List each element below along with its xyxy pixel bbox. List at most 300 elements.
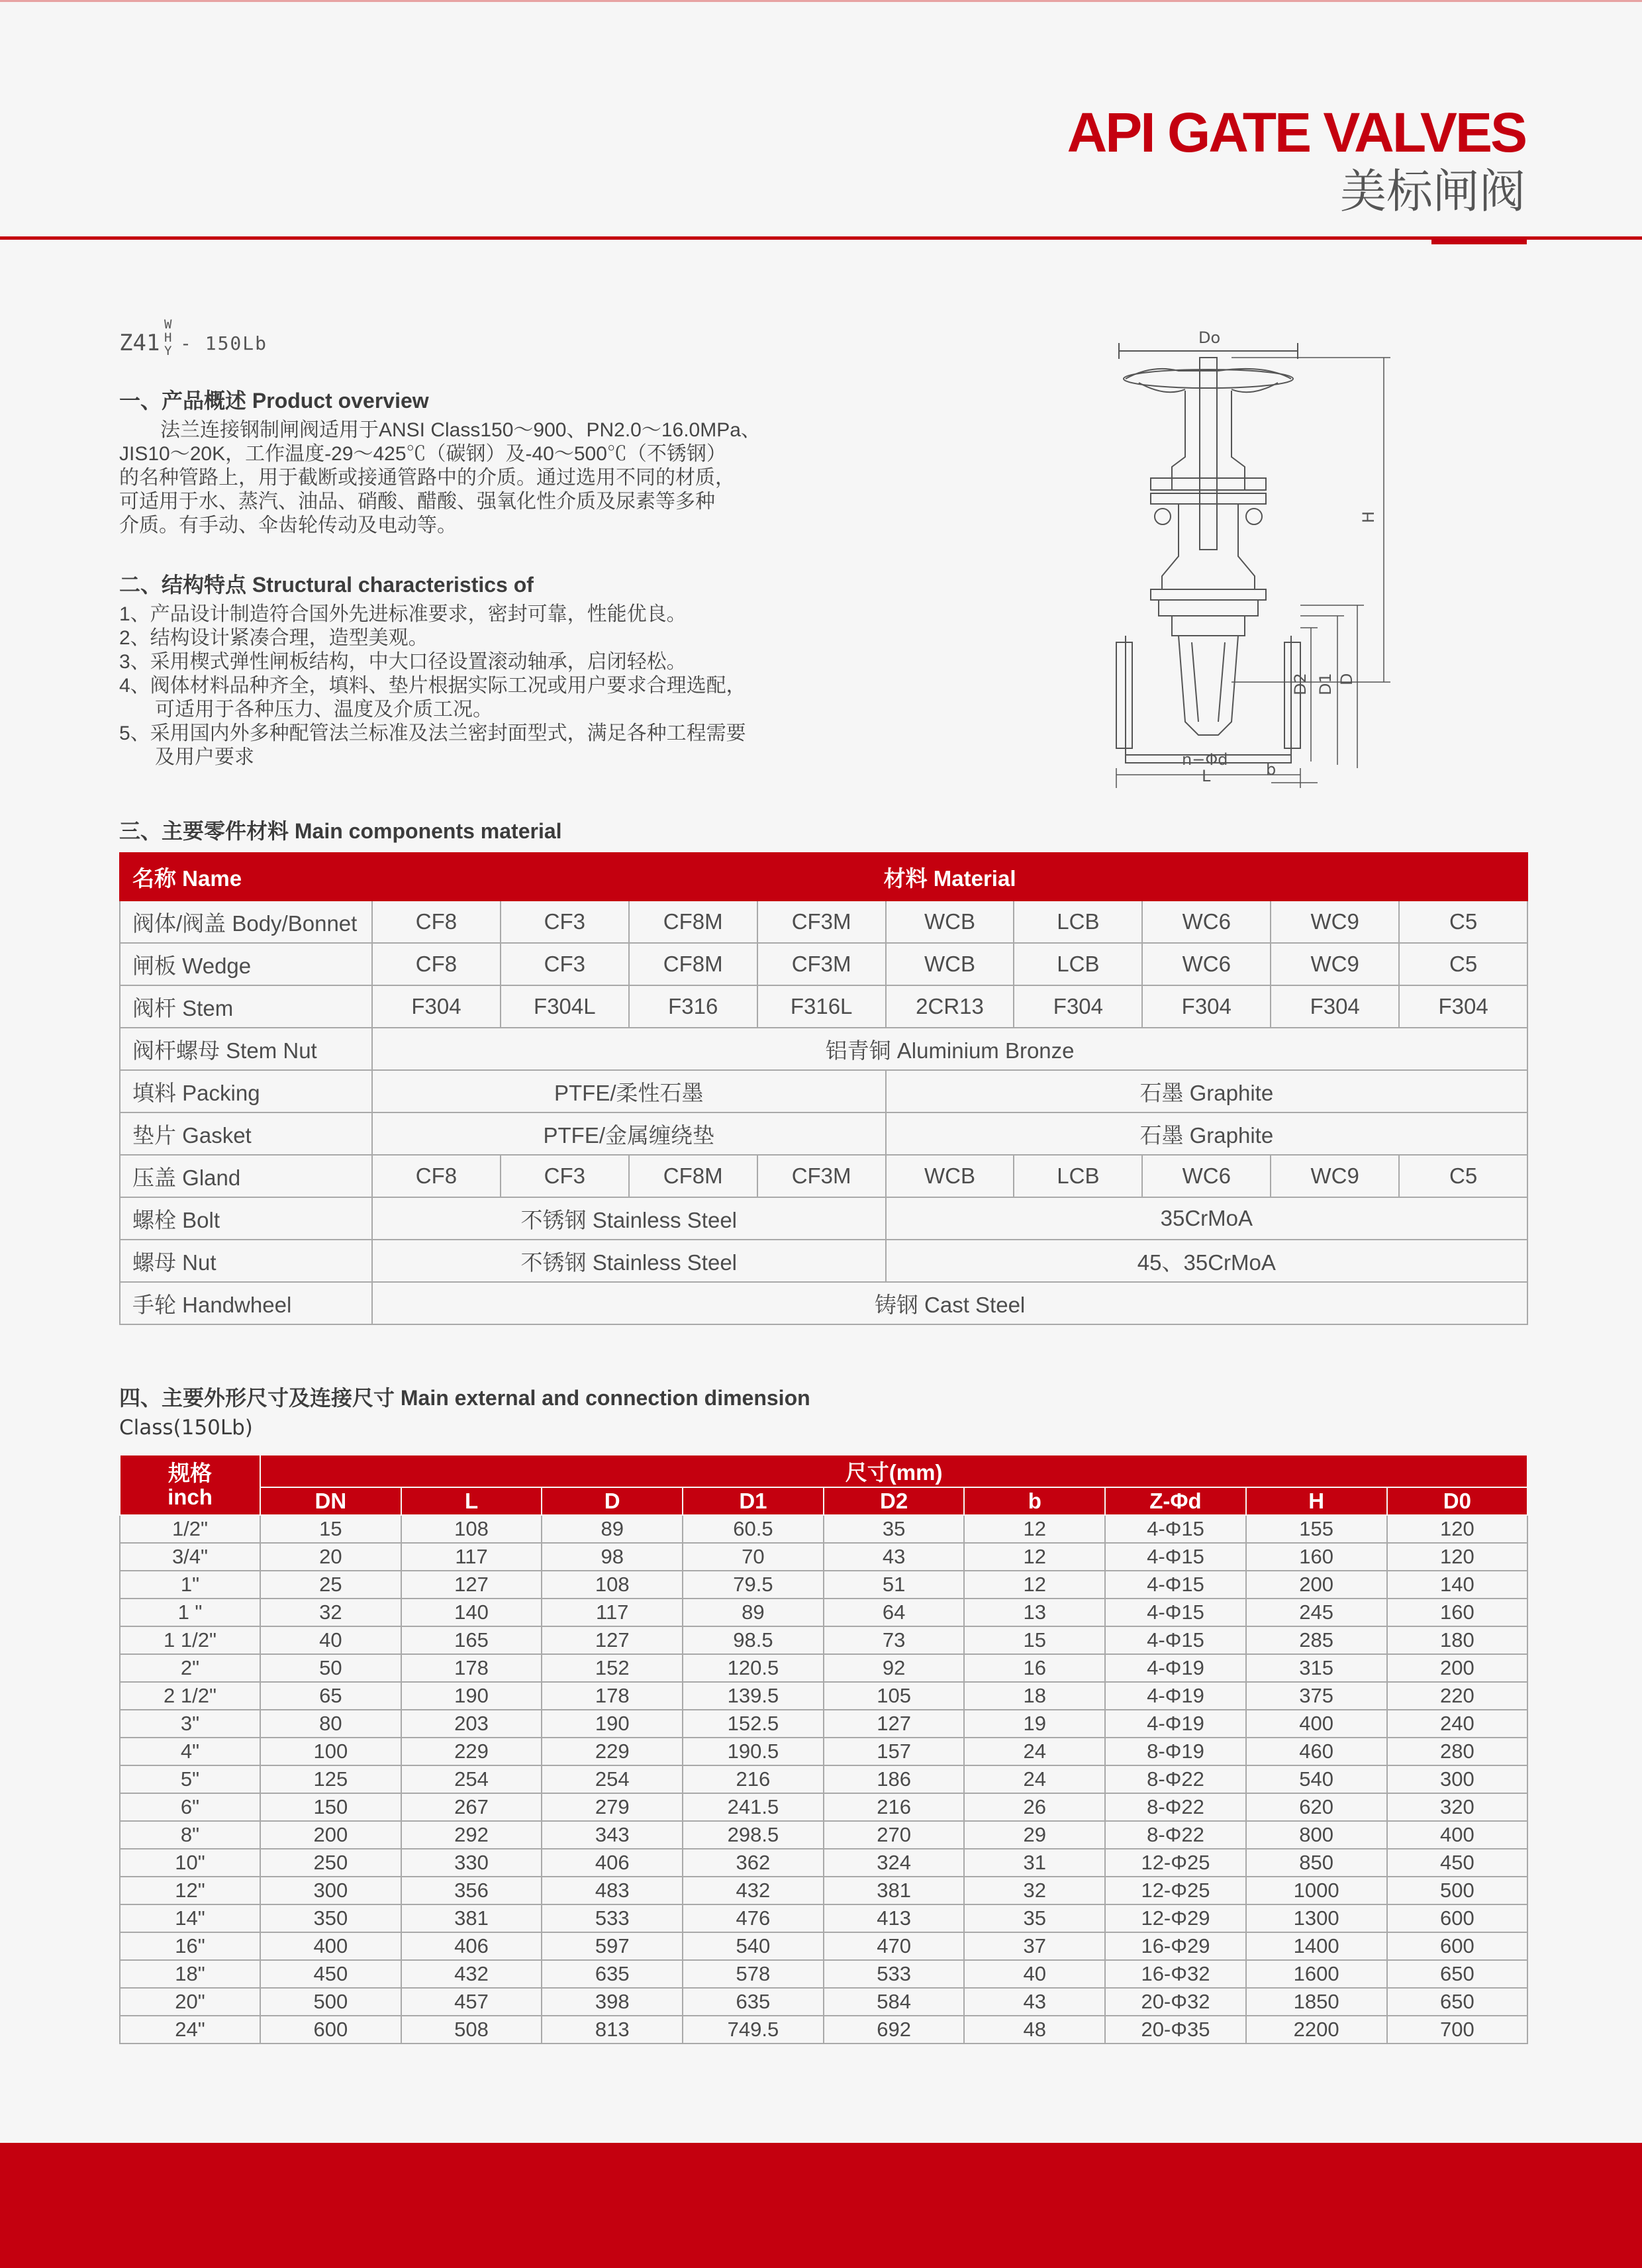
dim-value-cell: 24: [964, 1765, 1105, 1793]
dim-size-cell: 18": [120, 1960, 260, 1988]
dim-value-cell: 29: [964, 1821, 1105, 1849]
dim-value-cell: 50: [260, 1654, 401, 1682]
material-cell: WCB: [886, 943, 1014, 985]
dim-value-cell: 540: [683, 1932, 824, 1960]
dim-row: [120, 1765, 1527, 1793]
dimensions-heading: 四、主要外形尺寸及连接尺寸 Main external and connection dimension: [119, 1386, 810, 1410]
material-part-name: 闸板 Wedge: [120, 943, 372, 985]
dim-column-header: D2: [824, 1487, 965, 1515]
dim-value-cell: 125: [260, 1765, 401, 1793]
dim-value-cell: 330: [401, 1849, 542, 1877]
dim-value-cell: 315: [1246, 1654, 1387, 1682]
dim-size-cell: 12": [120, 1877, 260, 1904]
dim-row: [120, 1877, 1527, 1904]
dim-value-cell: 120: [1387, 1515, 1528, 1543]
dimension-lines: [1116, 358, 1390, 788]
dim-value-cell: 37: [964, 1932, 1105, 1960]
dim-value-cell: 178: [542, 1682, 683, 1710]
dim-value-cell: 79.5: [683, 1571, 824, 1599]
dim-value-cell: 4-Φ19: [1105, 1682, 1246, 1710]
dim-value-cell: 460: [1246, 1738, 1387, 1765]
dim-row: [120, 1543, 1527, 1571]
dim-value-cell: 16-Φ29: [1105, 1932, 1246, 1960]
dim-value-cell: 457: [401, 1988, 542, 2016]
dim-value-cell: 533: [542, 1904, 683, 1932]
dim-value-cell: 150: [260, 1793, 401, 1821]
material-cell: WC6: [1142, 1155, 1271, 1197]
dim-value-cell: 35: [964, 1904, 1105, 1932]
materials-body: [120, 901, 1527, 1324]
dim-value-cell: 8-Φ22: [1105, 1765, 1246, 1793]
dim-value-cell: 200: [260, 1821, 401, 1849]
dim-size-cell: 1 1/2": [120, 1626, 260, 1654]
dim-value-cell: 450: [260, 1960, 401, 1988]
dim-value-cell: 398: [542, 1988, 683, 2016]
structure-item: 5、采用国内外多种配管法兰标准及法兰密封面型式，满足各种工程需要 及用户要求: [119, 722, 746, 768]
dim-value-cell: 692: [824, 2016, 965, 2044]
material-cell: F304L: [501, 985, 629, 1028]
dim-size-cell: 6": [120, 1793, 260, 1821]
dim-value-cell: 229: [401, 1738, 542, 1765]
handwheel: [1119, 343, 1298, 392]
dim-value-cell: 15: [260, 1515, 401, 1543]
dim-value-cell: 324: [824, 1849, 965, 1877]
dim-value-cell: 1850: [1246, 1988, 1387, 2016]
dim-value-cell: 178: [401, 1654, 542, 1682]
dim-value-cell: 120: [1387, 1543, 1528, 1571]
dim-value-cell: 241.5: [683, 1793, 824, 1821]
materials-row: [120, 1282, 1527, 1324]
dim-value-cell: 140: [401, 1599, 542, 1626]
material-cell: F304: [1142, 985, 1271, 1028]
materials-row: [120, 901, 1527, 943]
material-cell: CF3: [501, 901, 629, 943]
dim-size-cell: 2 1/2": [120, 1682, 260, 1710]
dim-value-cell: 1000: [1246, 1877, 1387, 1904]
dim-value-cell: 117: [542, 1599, 683, 1626]
material-part-name: 手轮 Handwheel: [120, 1282, 372, 1324]
dim-value-cell: 12-Φ29: [1105, 1904, 1246, 1932]
dim-size-cell: 3": [120, 1710, 260, 1738]
structure-heading: 二、结构特点 Structural characteristics of: [119, 573, 534, 597]
dim-value-cell: 24: [964, 1738, 1105, 1765]
materials-row: [120, 1112, 1527, 1155]
dim-value-cell: 48: [964, 2016, 1105, 2044]
material-cell: 不锈钢 Stainless Steel: [372, 1197, 886, 1240]
dim-value-cell: 406: [401, 1932, 542, 1960]
dim-value-cell: 43: [964, 1988, 1105, 2016]
dim-value-cell: 98: [542, 1543, 683, 1571]
dim-value-cell: 220: [1387, 1682, 1528, 1710]
material-cell: F304: [1271, 985, 1399, 1028]
model-code-w: W: [164, 317, 172, 332]
dim-row: [120, 1793, 1527, 1821]
dim-value-cell: 89: [542, 1515, 683, 1543]
dim-value-cell: 80: [260, 1710, 401, 1738]
dim-value-cell: 400: [1387, 1821, 1528, 1849]
dim-value-cell: 1600: [1246, 1960, 1387, 1988]
dim-value-cell: 1300: [1246, 1904, 1387, 1932]
dim-value-cell: 155: [1246, 1515, 1387, 1543]
footer-band: [0, 2143, 1642, 2268]
dim-value-cell: 254: [401, 1765, 542, 1793]
dim-header-row-2: [120, 1487, 1527, 1515]
dim-value-cell: 470: [824, 1932, 965, 1960]
dim-size-cell: 10": [120, 1849, 260, 1877]
materials-row: [120, 943, 1527, 985]
model-code-y: Y: [164, 344, 172, 358]
material-cell: F304: [1014, 985, 1142, 1028]
dim-value-cell: 597: [542, 1932, 683, 1960]
material-cell: CF3M: [757, 1155, 886, 1197]
dim-value-cell: 25: [260, 1571, 401, 1599]
structure-list: [119, 603, 808, 769]
dim-value-cell: 450: [1387, 1849, 1528, 1877]
dim-value-cell: 216: [824, 1793, 965, 1821]
label-h: H: [1359, 511, 1378, 523]
dim-value-cell: 267: [401, 1793, 542, 1821]
material-cell: WC6: [1142, 901, 1271, 943]
dim-size-cell: 1 ": [120, 1599, 260, 1626]
dim-size-cell: 2": [120, 1654, 260, 1682]
dim-value-cell: 216: [683, 1765, 824, 1793]
dim-value-cell: 270: [824, 1821, 965, 1849]
dim-column-header: D: [542, 1487, 683, 1515]
label-nd: n−Φd: [1182, 750, 1228, 769]
dim-size-cell: 1": [120, 1571, 260, 1599]
material-part-name: 垫片 Gasket: [120, 1112, 372, 1155]
dim-row: [120, 1904, 1527, 1932]
dim-value-cell: 600: [1387, 1932, 1528, 1960]
label-b: b: [1266, 760, 1277, 779]
spec-header: 规格 inch: [120, 1455, 260, 1515]
dim-value-cell: 356: [401, 1877, 542, 1904]
dim-value-cell: 165: [401, 1626, 542, 1654]
col-name-header: 名称 Name: [120, 853, 372, 901]
dim-value-cell: 4-Φ15: [1105, 1626, 1246, 1654]
dim-value-cell: 100: [260, 1738, 401, 1765]
dim-value-cell: 4-Φ15: [1105, 1515, 1246, 1543]
yoke: [1151, 391, 1266, 589]
dim-row: [120, 1932, 1527, 1960]
dim-value-cell: 105: [824, 1682, 965, 1710]
dim-value-cell: 362: [683, 1849, 824, 1877]
dim-value-cell: 8-Φ19: [1105, 1738, 1246, 1765]
dim-value-cell: 16: [964, 1654, 1105, 1682]
dim-value-cell: 20-Φ35: [1105, 2016, 1246, 2044]
dim-value-cell: 2200: [1246, 2016, 1387, 2044]
dim-value-cell: 4-Φ19: [1105, 1654, 1246, 1682]
materials-row: [120, 985, 1527, 1028]
dim-value-cell: 127: [542, 1626, 683, 1654]
material-cell: WCB: [886, 1155, 1014, 1197]
material-cell: CF3M: [757, 943, 886, 985]
dim-value-cell: 254: [542, 1765, 683, 1793]
dim-value-cell: 15: [964, 1626, 1105, 1654]
overview-text: [119, 419, 808, 538]
overview-line: JIS10～20K，工作温度-29～425℃（碳钢）及-40～500℃（不锈钢）: [119, 443, 726, 465]
dim-value-cell: 19: [964, 1710, 1105, 1738]
dim-value-cell: 60.5: [683, 1515, 824, 1543]
dim-row: [120, 1849, 1527, 1877]
dim-value-cell: 12: [964, 1515, 1105, 1543]
overview-line: 可适用于水、蒸汽、油品、硝酸、醋酸、强氧化性介质及尿素等多种: [119, 491, 715, 513]
dim-value-cell: 140: [1387, 1571, 1528, 1599]
dim-size-cell: 1/2": [120, 1515, 260, 1543]
dim-column-header: L: [401, 1487, 542, 1515]
material-cell: 35CrMoA: [886, 1197, 1528, 1240]
dim-value-cell: 320: [1387, 1793, 1528, 1821]
page-title: API GATE VALVES: [1067, 101, 1525, 164]
material-cell: CF8M: [629, 1155, 757, 1197]
material-cell: WC9: [1271, 943, 1399, 985]
dim-value-cell: 18: [964, 1682, 1105, 1710]
model-suffix: - 150Lb: [180, 332, 268, 354]
dim-value-cell: 157: [824, 1738, 965, 1765]
dim-value-cell: 200: [1246, 1571, 1387, 1599]
dim-size-cell: 14": [120, 1904, 260, 1932]
dim-value-cell: 117: [401, 1543, 542, 1571]
material-cell: CF8M: [629, 901, 757, 943]
dim-value-cell: 40: [964, 1960, 1105, 1988]
material-cell: CF8: [372, 943, 501, 985]
material-cell: F316L: [757, 985, 886, 1028]
material-cell: 2CR13: [886, 985, 1014, 1028]
dim-row: [120, 1654, 1527, 1682]
materials-row: [120, 1240, 1527, 1282]
dim-value-cell: 533: [824, 1960, 965, 1988]
material-part-name: 压盖 Gland: [120, 1155, 372, 1197]
dim-value-cell: 32: [260, 1599, 401, 1626]
dim-size-cell: 24": [120, 2016, 260, 2044]
dim-value-cell: 300: [260, 1877, 401, 1904]
dim-size-cell: 4": [120, 1738, 260, 1765]
material-cell: CF8: [372, 901, 501, 943]
dim-value-cell: 190.5: [683, 1738, 824, 1765]
dim-value-cell: 229: [542, 1738, 683, 1765]
dim-value-cell: 12: [964, 1543, 1105, 1571]
material-part-name: 阀杆 Stem: [120, 985, 372, 1028]
dim-value-cell: 400: [260, 1932, 401, 1960]
dim-row: [120, 2016, 1527, 2044]
dim-value-cell: 203: [401, 1710, 542, 1738]
material-cell: WC9: [1271, 1155, 1399, 1197]
dim-value-cell: 413: [824, 1904, 965, 1932]
material-cell: C5: [1399, 901, 1527, 943]
dim-value-cell: 12-Φ25: [1105, 1849, 1246, 1877]
dim-value-cell: 4-Φ15: [1105, 1571, 1246, 1599]
material-cell: PTFE/金属缠绕垫: [372, 1112, 886, 1155]
gate-valve-drawing: [1112, 324, 1404, 801]
dim-value-cell: 381: [401, 1904, 542, 1932]
top-rule: [0, 0, 1642, 2]
dim-value-cell: 578: [683, 1960, 824, 1988]
materials-row: [120, 1070, 1527, 1112]
dim-row: [120, 1626, 1527, 1654]
dim-value-cell: 600: [1387, 1904, 1528, 1932]
dim-value-cell: 89: [683, 1599, 824, 1626]
material-cell: CF8: [372, 1155, 501, 1197]
material-part-name: 填料 Packing: [120, 1070, 372, 1112]
dim-row: [120, 1571, 1527, 1599]
dim-value-cell: 190: [401, 1682, 542, 1710]
label-d1: D1: [1316, 673, 1335, 695]
model-prefix: Z41: [119, 330, 160, 356]
material-cell: LCB: [1014, 943, 1142, 985]
dim-value-cell: 16-Φ32: [1105, 1960, 1246, 1988]
bonnet: [1151, 589, 1266, 636]
col-material-header: 材料 Material: [372, 853, 1527, 901]
material-cell: F304: [1399, 985, 1527, 1028]
dim-value-cell: 375: [1246, 1682, 1387, 1710]
material-part-name: 螺栓 Bolt: [120, 1197, 372, 1240]
dim-value-cell: 250: [260, 1849, 401, 1877]
materials-row: [120, 1155, 1527, 1197]
dim-value-cell: 508: [401, 2016, 542, 2044]
dim-value-cell: 31: [964, 1849, 1105, 1877]
material-cell: 不锈钢 Stainless Steel: [372, 1240, 886, 1282]
dim-value-cell: 540: [1246, 1765, 1387, 1793]
dim-value-cell: 108: [542, 1571, 683, 1599]
dim-value-cell: 139.5: [683, 1682, 824, 1710]
dim-header-row-1: [120, 1455, 1527, 1487]
header-accent-bar: [1431, 236, 1527, 244]
dim-value-cell: 12-Φ25: [1105, 1877, 1246, 1904]
materials-table: [119, 852, 1528, 1325]
structure-item: 4、阀体材料品种齐全，填料、垫片根据实际工况或用户要求合理选配， 可适用于各种压力、温度及介质工况。: [119, 675, 746, 720]
size-header: 尺寸(mm): [260, 1455, 1527, 1487]
dim-value-cell: 127: [401, 1571, 542, 1599]
dim-value-cell: 40: [260, 1626, 401, 1654]
class-label: Class(150Lb): [119, 1416, 253, 1440]
dim-value-cell: 73: [824, 1626, 965, 1654]
label-do: Do: [1198, 328, 1221, 347]
dim-row: [120, 1515, 1527, 1543]
structure-item: 1、产品设计制造符合国外先进标准要求，密封可靠，性能优良。: [119, 603, 687, 625]
dim-row: [120, 1682, 1527, 1710]
material-cell: CF3M: [757, 901, 886, 943]
materials-heading: 三、主要零件材料 Main components material: [119, 819, 562, 843]
dim-size-cell: 16": [120, 1932, 260, 1960]
structure-item: 3、采用楔式弹性闸板结构，中大口径设置滚动轴承，启闭轻松。: [119, 651, 687, 673]
dim-value-cell: 160: [1387, 1599, 1528, 1626]
dim-value-cell: 400: [1246, 1710, 1387, 1738]
dim-value-cell: 620: [1246, 1793, 1387, 1821]
dim-value-cell: 298.5: [683, 1821, 824, 1849]
dim-value-cell: 180: [1387, 1626, 1528, 1654]
dim-value-cell: 500: [1387, 1877, 1528, 1904]
materials-row: [120, 1028, 1527, 1070]
dim-value-cell: 98.5: [683, 1626, 824, 1654]
material-part-name: 阀杆螺母 Stem Nut: [120, 1028, 372, 1070]
dim-column-header: DN: [260, 1487, 401, 1515]
dim-value-cell: 4-Φ15: [1105, 1599, 1246, 1626]
label-l: L: [1202, 767, 1211, 785]
dim-value-cell: 8-Φ22: [1105, 1821, 1246, 1849]
dim-size-cell: 3/4": [120, 1543, 260, 1571]
materials-header-row: [120, 853, 1527, 901]
dim-value-cell: 245: [1246, 1599, 1387, 1626]
dim-value-cell: 8-Φ22: [1105, 1793, 1246, 1821]
dim-column-header: b: [964, 1487, 1105, 1515]
dim-value-cell: 240: [1387, 1710, 1528, 1738]
header-divider: [0, 236, 1642, 240]
dim-value-cell: 650: [1387, 1988, 1528, 2016]
dim-column-header: H: [1246, 1487, 1387, 1515]
material-cell: 铝青铜 Aluminium Bronze: [372, 1028, 1527, 1070]
dim-value-cell: 635: [683, 1988, 824, 2016]
dim-value-cell: 850: [1246, 1849, 1387, 1877]
dim-column-header: D0: [1387, 1487, 1528, 1515]
material-cell: LCB: [1014, 901, 1142, 943]
dim-row: [120, 1710, 1527, 1738]
dim-value-cell: 483: [542, 1877, 683, 1904]
dim-row: [120, 1738, 1527, 1765]
stem: [1200, 358, 1217, 550]
dim-value-cell: 343: [542, 1821, 683, 1849]
material-cell: C5: [1399, 943, 1527, 985]
dim-value-cell: 108: [401, 1515, 542, 1543]
material-cell: WC6: [1142, 943, 1271, 985]
dim-value-cell: 92: [824, 1654, 965, 1682]
page-subtitle: 美标闸阀: [1340, 166, 1525, 217]
structure-item: 2、结构设计紧凑合理，造型美观。: [119, 627, 428, 649]
material-part-name: 阀体/阀盖 Body/Bonnet: [120, 901, 372, 943]
dim-value-cell: 20-Φ32: [1105, 1988, 1246, 2016]
dim-value-cell: 406: [542, 1849, 683, 1877]
dim-value-cell: 749.5: [683, 2016, 824, 2044]
material-cell: 石墨 Graphite: [886, 1112, 1528, 1155]
dim-value-cell: 500: [260, 1988, 401, 2016]
dim-value-cell: 285: [1246, 1626, 1387, 1654]
dim-size-cell: 5": [120, 1765, 260, 1793]
material-cell: 石墨 Graphite: [886, 1070, 1528, 1112]
dim-value-cell: 13: [964, 1599, 1105, 1626]
dim-value-cell: 43: [824, 1543, 965, 1571]
label-d2: D2: [1291, 673, 1310, 695]
dim-size-cell: 8": [120, 1821, 260, 1849]
dim-row: [120, 1821, 1527, 1849]
material-cell: LCB: [1014, 1155, 1142, 1197]
material-cell: 45、35CrMoA: [886, 1240, 1528, 1282]
material-cell: CF3: [501, 943, 629, 985]
dim-row: [120, 1988, 1527, 2016]
dim-row: [120, 1599, 1527, 1626]
dim-value-cell: 35: [824, 1515, 965, 1543]
dim-value-cell: 300: [1387, 1765, 1528, 1793]
material-cell: WCB: [886, 901, 1014, 943]
model-code-h: H: [164, 330, 172, 345]
dim-value-cell: 292: [401, 1821, 542, 1849]
material-cell: CF8M: [629, 943, 757, 985]
dim-column-header: D1: [683, 1487, 824, 1515]
dim-value-cell: 700: [1387, 2016, 1528, 2044]
dim-value-cell: 381: [824, 1877, 965, 1904]
label-d: D: [1337, 673, 1356, 685]
dim-value-cell: 280: [1387, 1738, 1528, 1765]
dim-value-cell: 20: [260, 1543, 401, 1571]
dim-value-cell: 432: [401, 1960, 542, 1988]
dimensions-body: [120, 1515, 1527, 2044]
dim-value-cell: 476: [683, 1904, 824, 1932]
dim-value-cell: 600: [260, 2016, 401, 2044]
dim-value-cell: 186: [824, 1765, 965, 1793]
dim-value-cell: 4-Φ15: [1105, 1543, 1246, 1571]
dim-value-cell: 279: [542, 1793, 683, 1821]
dim-value-cell: 650: [1387, 1960, 1528, 1988]
dim-value-cell: 4-Φ19: [1105, 1710, 1246, 1738]
dim-value-cell: 152.5: [683, 1710, 824, 1738]
